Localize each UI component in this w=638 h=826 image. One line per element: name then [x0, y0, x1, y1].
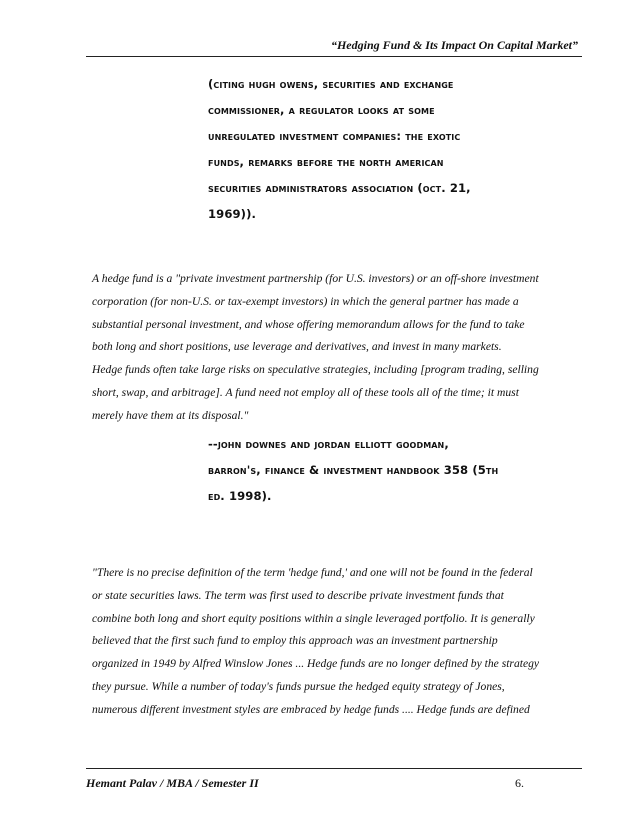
paragraph-line: substantial personal investment, and whose offering memorandum allows for the fund to take: [92, 317, 525, 331]
paragraph-line: A hedge fund is a "private investment partnership (for U.S. investors) or an off-shore investment: [92, 272, 539, 285]
paragraph-line: numerous different investment styles are embraced by hedge funds .... Hedge funds are defined: [92, 702, 530, 716]
paragraph-line: both long and short positions, use leverage and derivatives, and invest in many markets.: [92, 340, 502, 354]
citation-block-downes: [208, 431, 498, 509]
paragraph-line: merely have them at its disposal.": [92, 408, 249, 422]
page-footer: [86, 768, 582, 793]
citation-line: barron's, finance & investment handbook 358 (5th: [208, 463, 499, 477]
paragraph-line: Hedge funds often take large risks on speculative strategies, including [program trading, selling: [92, 363, 539, 377]
citation-line: 1969)).: [208, 207, 256, 221]
header-title: “Hedging Fund & Its Impact On Capital Market”: [330, 38, 578, 52]
paragraph-line: they pursue. While a number of today's funds pursue the hedged equity strategy of Jones,: [92, 679, 505, 693]
citation-block-owens: [208, 71, 471, 227]
citation-line: securities administrators association (oct. 21,: [208, 181, 471, 195]
page-number: 6.: [515, 776, 524, 790]
paragraph-hedge-fund-definition: [92, 268, 582, 428]
citation-line: (citing hugh owens, securities and exchange: [208, 77, 454, 91]
paragraph-line: believed that the first such fund to employ this approach was an investment partnership: [92, 634, 498, 648]
citation-line: funds, remarks before the north american: [208, 155, 444, 169]
citation-line: ed. 1998).: [208, 489, 272, 503]
page-header: [86, 30, 582, 57]
citation-line: unregulated investment companies: the exotic: [208, 129, 461, 143]
paragraph-line: short, swap, and arbitrage]. A fund need not employ all of these tools all of the time; it must: [92, 385, 519, 399]
footer-author: Hemant Palav / MBA / Semester II: [86, 776, 259, 790]
paragraph-no-precise-definition: [92, 562, 582, 722]
paragraph-line: corporation (for non-U.S. or tax-exempt investors) in which the general partner has made a: [92, 294, 519, 308]
paragraph-line: combine both long and short equity positions within a single leveraged portfolio. It is generally: [92, 611, 535, 625]
citation-line: commissioner, a regulator looks at some: [208, 103, 435, 117]
paragraph-line: organized in 1949 by Alfred Winslow Jones ... Hedge funds are no longer defined by the strategy: [92, 657, 540, 671]
citation-line: --john downes and jordan elliott goodman,: [208, 437, 449, 451]
paragraph-line: "There is no precise definition of the term 'hedge fund,' and one will not be found in the federal: [92, 566, 533, 579]
paragraph-line: or state securities laws. The term was first used to describe private investment funds that: [92, 588, 504, 602]
